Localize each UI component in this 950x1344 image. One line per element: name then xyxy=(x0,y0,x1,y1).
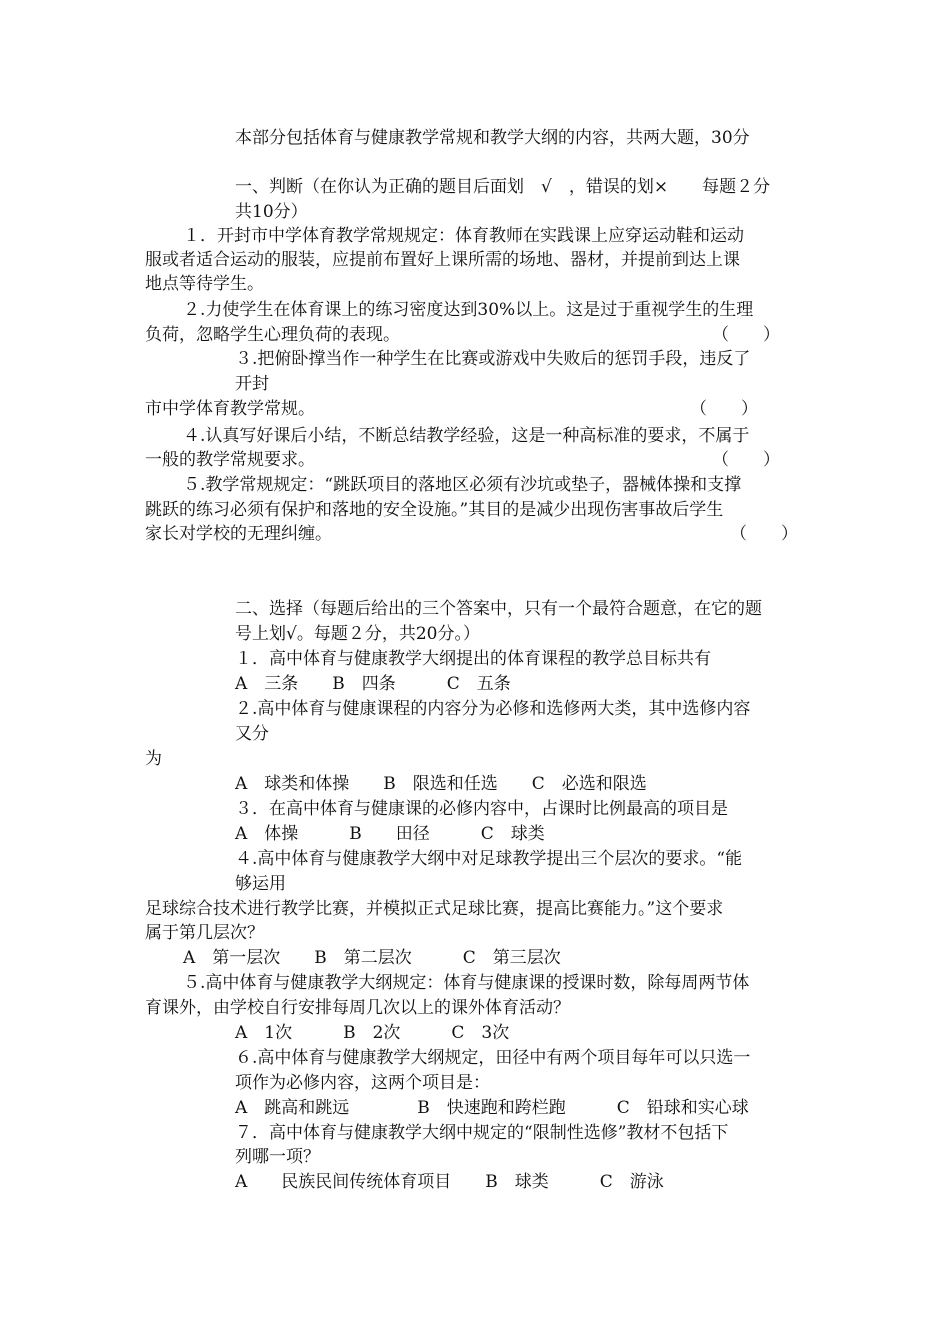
question-text: ３．在高中体育与健康课的必修内容中，占课时比例最高的项目是 xyxy=(235,799,728,819)
question-text: １．开封市中学体育教学常规规定：体育教师在实践课上应穿运动鞋和运动 xyxy=(183,226,744,246)
question-text: 家长对学校的无理纠缠。 xyxy=(145,524,332,544)
question-text: 地点等待学生。 xyxy=(145,274,264,294)
answer-options[interactable]: A 第一层次 B 第二层次 C 第三层次 xyxy=(183,948,561,968)
question-text: ２.高中体育与健康课程的内容分为必修和选修两大类，其中选修内容 xyxy=(235,699,751,719)
question-text: ４.高中体育与健康教学大纲中对足球教学提出三个层次的要求。“能 xyxy=(235,849,743,869)
question-text: ２.力使学生在体育课上的练习密度达到30%以上。这是过于重视学生的生理 xyxy=(183,300,754,320)
answer-blank[interactable]: （ ） xyxy=(690,399,758,419)
answer-options[interactable]: A 球类和体操 B 限选和任选 C 必选和限选 xyxy=(235,774,647,794)
section1-heading-line2: 共10分） xyxy=(235,202,308,222)
question-text: ５.教学常规规定：“跳跃项目的落地区必须有沙坑或垫子，器械体操和支撑 xyxy=(183,475,742,495)
question-text: ４.认真写好课后小结，不断总结教学经验，这是一种高标准的要求，不属于 xyxy=(183,426,750,446)
question-text: 足球综合技术进行教学比赛，并模拟正式足球比赛，提高比赛能力。”这个要求 xyxy=(145,899,724,919)
question-text: ７．高中体育与健康教学大纲中规定的“限制性选修”教材不包括下 xyxy=(235,1123,729,1143)
question-text: １．高中体育与健康教学大纲提出的体育课程的教学总目标共有 xyxy=(235,649,711,669)
question-text: 够运用 xyxy=(235,874,286,894)
question-text: 服或者适合运动的服装，应提前布置好上课所需的场地、器材，并提前到达上课 xyxy=(145,250,740,270)
question-text: 市中学体育教学常规。 xyxy=(145,399,315,419)
answer-blank[interactable]: （ ） xyxy=(712,325,780,345)
intro-line: 本部分包括体育与健康教学常规和教学大纲的内容，共两大题，30分 xyxy=(235,128,750,148)
section2-heading-line1: 二、选择（每题后给出的三个答案中，只有一个最符合题意，在它的题 xyxy=(235,599,762,619)
section2-heading-line2: 号上划√。每题２分，共20分。） xyxy=(235,624,480,644)
section1-heading-line1: 一、判断（在你认为正确的题目后面划 √ ，错误的划× 每题２分 xyxy=(235,177,771,197)
question-text: 列哪一项？ xyxy=(235,1147,320,1167)
question-text: 跳跃的练习必须有保护和落地的安全设施。”其目的是减少出现伤害事故后学生 xyxy=(145,500,724,520)
question-text: ６.高中体育与健康教学大纲规定，田径中有两个项目每年可以只选一 xyxy=(235,1048,751,1068)
answer-blank[interactable]: （ ） xyxy=(712,450,780,470)
question-text: 为 xyxy=(145,749,162,769)
question-text: 项作为必修内容，这两个项目是： xyxy=(235,1073,490,1093)
answer-options[interactable]: A 跳高和跳远 B 快速跑和跨栏跑 C 铅球和实心球 xyxy=(235,1098,749,1118)
answer-options[interactable]: A 三条 B 四条 C 五条 xyxy=(235,674,511,694)
answer-options[interactable]: A 体操 B 田径 C 球类 xyxy=(235,824,545,844)
answer-options[interactable]: A 民族民间传统体育项目 B 球类 C 游泳 xyxy=(235,1172,664,1192)
question-text: 开封 xyxy=(235,374,269,394)
question-text: 一般的教学常规要求。 xyxy=(145,450,315,470)
question-text: ５.高中体育与健康教学大纲规定：体育与健康课的授课时数，除每周两节体 xyxy=(183,973,750,993)
question-text: 负荷，忽略学生心理负荷的表现。 xyxy=(145,325,400,345)
question-text: ３.把俯卧撑当作一种学生在比赛或游戏中失败后的惩罚手段，违反了 xyxy=(235,349,751,369)
question-text: 属于第几层次？ xyxy=(145,923,264,943)
question-text: 育课外，由学校自行安排每周几次以上的课外体育活动？ xyxy=(145,998,570,1018)
question-text: 又分 xyxy=(235,724,269,744)
answer-options[interactable]: A 1次 B 2次 C 3次 xyxy=(235,1023,510,1043)
answer-blank[interactable]: （ ） xyxy=(730,524,798,544)
